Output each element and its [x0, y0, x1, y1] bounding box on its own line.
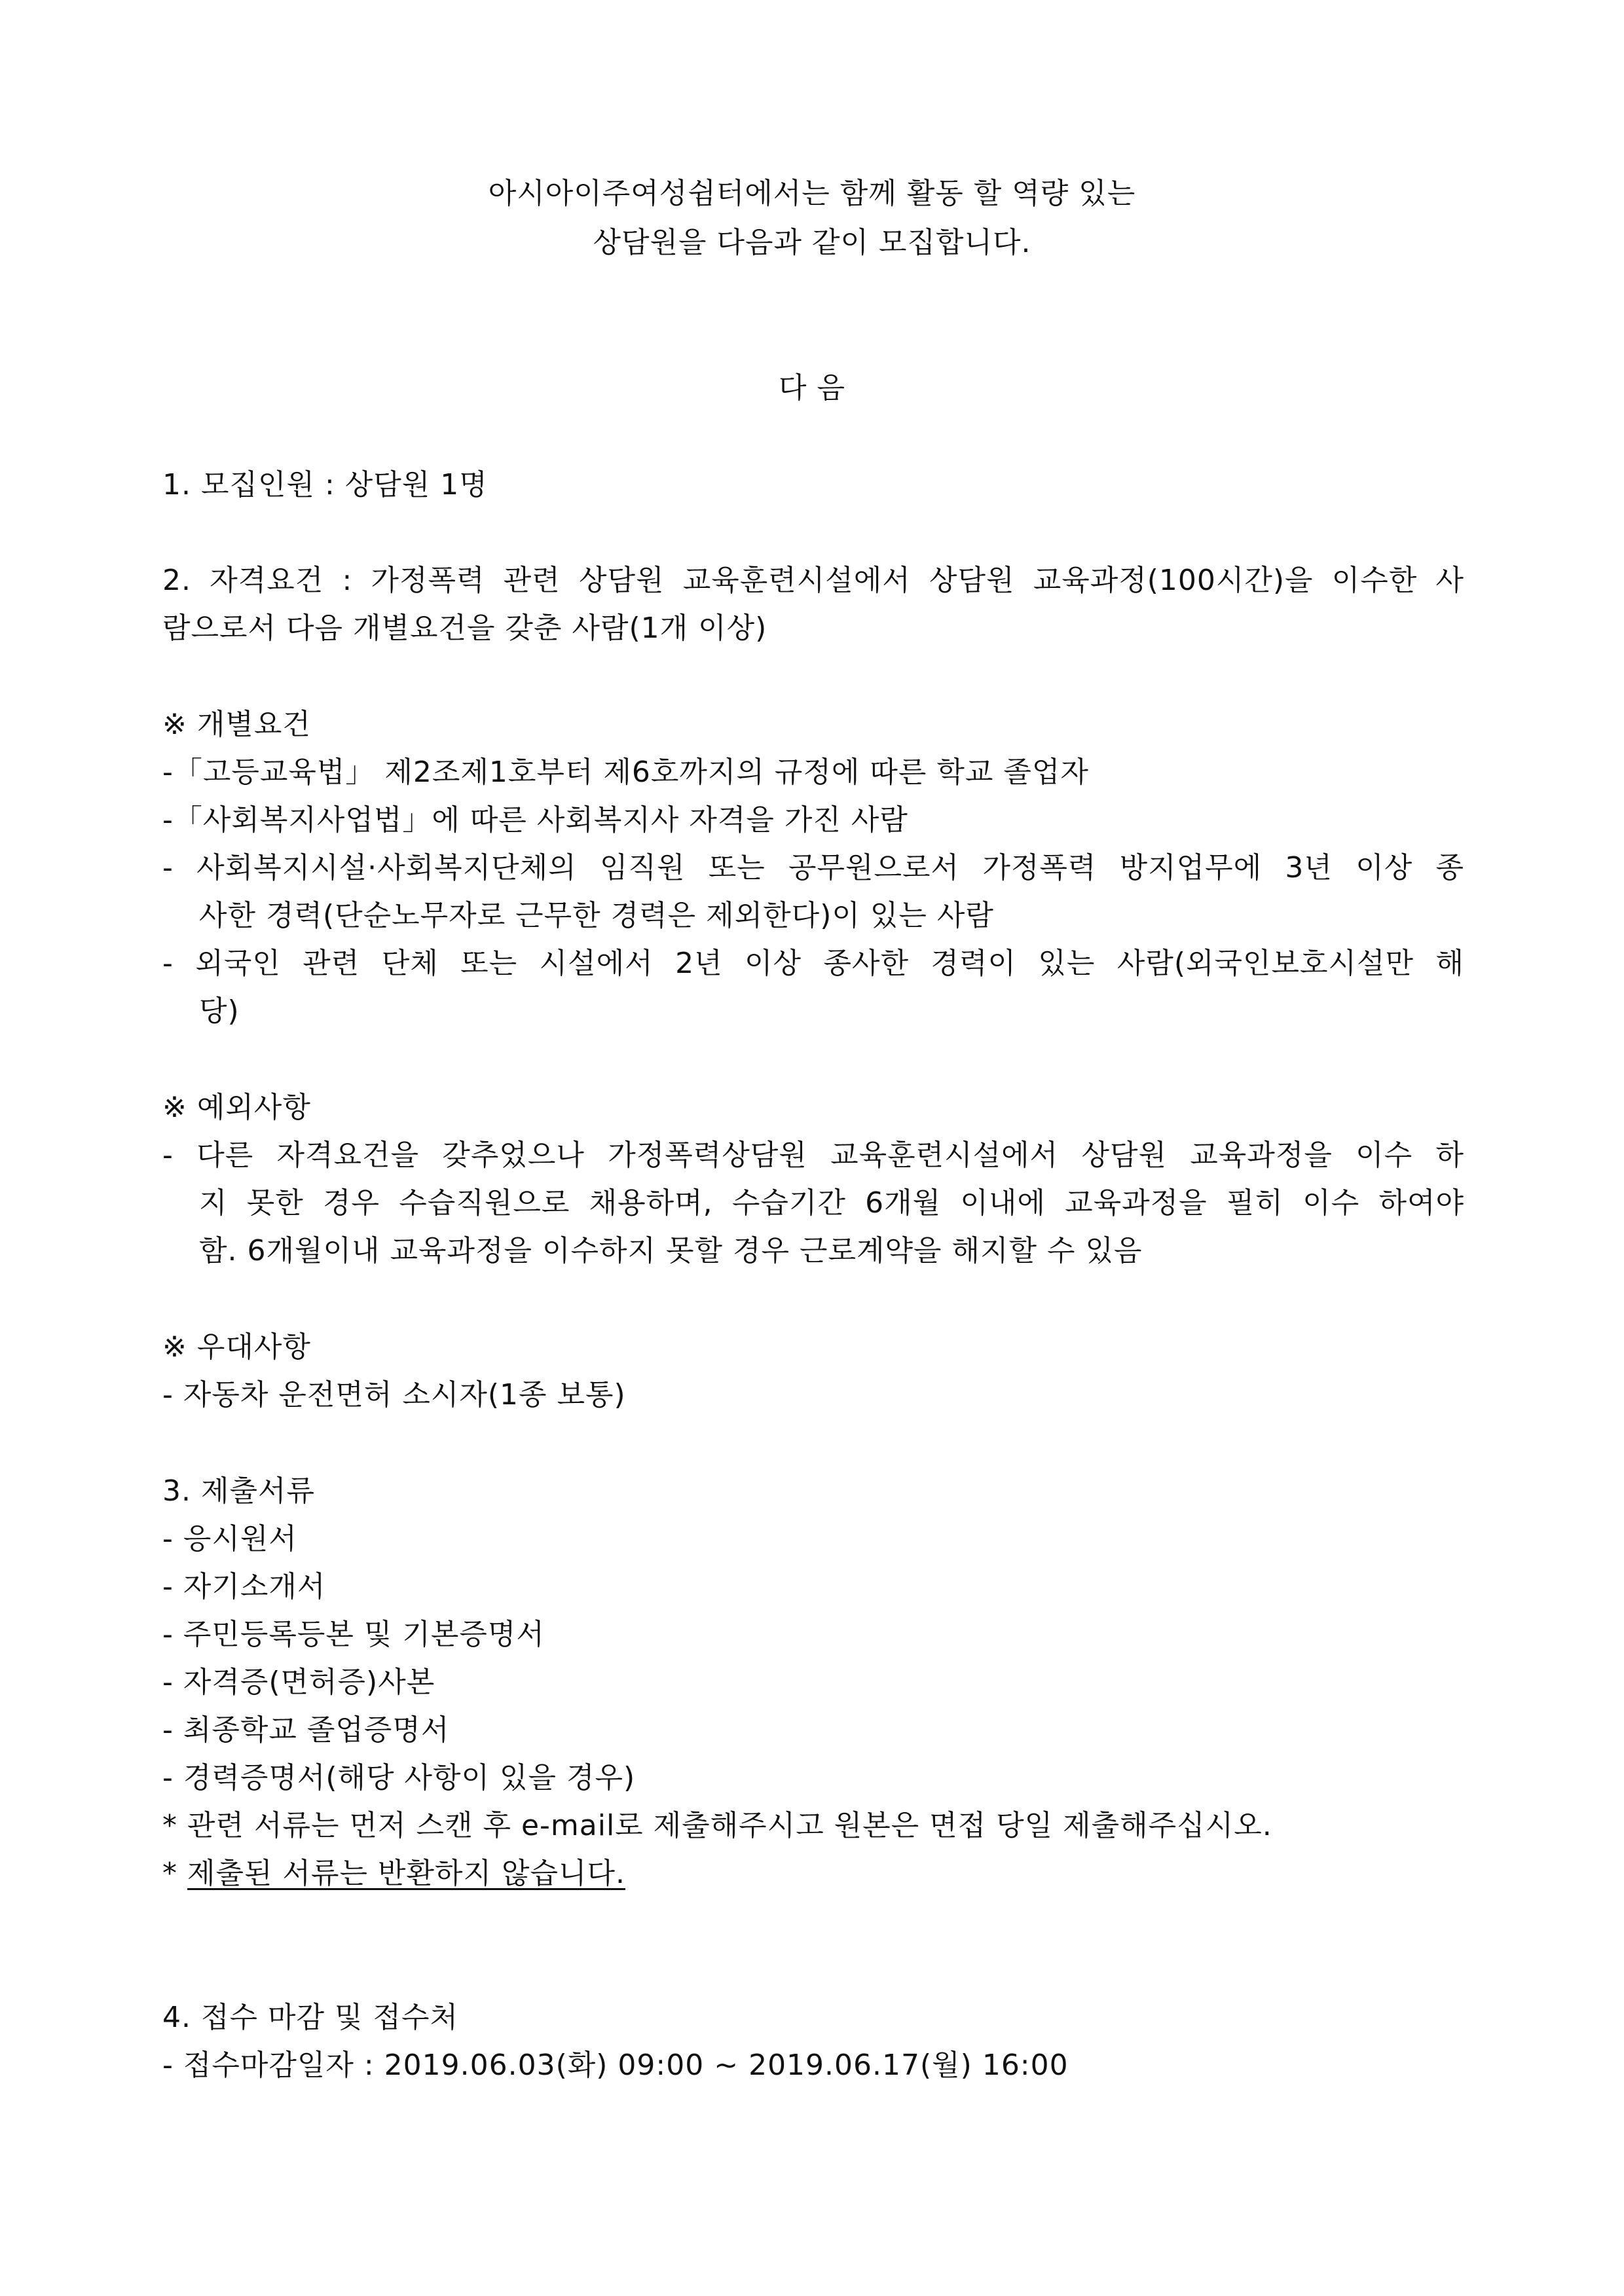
individual-item-3-line-1: - 사회복지시설·사회복지단체의 임직원 또는 공무원으로서 가정폭력 방지업무에 3년 이상 종: [162, 851, 1464, 884]
individual-requirements-title: ※ 개별요건: [162, 708, 311, 741]
document-item: - 주민등록등본 및 기본증명서: [162, 1618, 545, 1651]
intro-line-2: 상담원을 다음과 같이 모집합니다.: [593, 226, 1031, 259]
section-2-line-1: 2. 자격요건 : 가정폭력 관련 상담원 교육훈련시설에서 상담원 교육과정(100시간)을 이수한 사: [162, 564, 1464, 597]
document-item: - 자격증(면허증)사본: [162, 1666, 435, 1699]
exception-line-1: - 다른 자격요건을 갖추었으나 가정폭력상담원 교육훈련시설에서 상담원 교육과정을 이수 하: [162, 1139, 1464, 1172]
exception-title: ※ 예외사항: [162, 1091, 311, 1124]
individual-item-3-line-2: 사한 경력(단순노무자로 근무한 경력은 제외한다)이 있는 사람: [199, 899, 994, 932]
individual-item-4-line-1: - 외국인 관련 단체 또는 시설에서 2년 이상 종사한 경력이 있는 사람(외국인보호시설만 해: [162, 947, 1464, 980]
exception-line-2: 지 못한 경우 수습직원으로 채용하며, 수습기간 6개월 이내에 교육과정을 필히 이수 하여야: [199, 1186, 1464, 1220]
section-2-line-2: 람으로서 다음 개별요건을 갖춘 사람(1개 이상): [162, 611, 767, 645]
individual-item-2: -「사회복지사업법」에 따른 사회복지사 자격을 가진 사람: [162, 803, 908, 837]
heading: 다 음: [779, 371, 845, 405]
document-item: - 최종학교 졸업증명서: [162, 1713, 450, 1747]
section-1-recruitment-count: 1. 모집인원 : 상담원 1명: [162, 468, 488, 501]
exception-line-3: 함. 6개월이내 교육과정을 이수하지 못할 경우 근로계약을 해지할 수 있음: [199, 1234, 1143, 1267]
document-item: - 자기소개서: [162, 1570, 326, 1603]
deadline-item: - 접수마감일자 : 2019.06.03(화) 09:00 ~ 2019.06.17(월) 16:00: [162, 2049, 1069, 2082]
preference-item-1: - 자동차 운전면허 소시자(1종 보통): [162, 1378, 626, 1412]
submission-note-2: [162, 1854, 625, 1893]
section-4-title: 4. 접수 마감 및 접수처: [162, 2001, 458, 2034]
submission-note-1: * 관련 서류는 먼저 스캔 후 e-mail로 제출해주시고 원본은 면접 당일 제출해주십시오.: [162, 1809, 1272, 1842]
section-3-title: 3. 제출서류: [162, 1474, 315, 1508]
intro-line-1: 아시아이주여성쉼터에서는 함께 활동 할 역량 있는: [488, 177, 1136, 210]
document-item: - 응시원서: [162, 1522, 297, 1556]
preference-title: ※ 우대사항: [162, 1330, 311, 1364]
submission-note-2-prefix: *: [162, 1857, 187, 1890]
individual-item-4-line-2: 당): [199, 994, 240, 1028]
document-item: - 경력증명서(해당 사항이 있을 경우): [162, 1761, 636, 1795]
individual-item-1: -「고등교육법」 제2조제1호부터 제6호까지의 규정에 따른 학교 졸업자: [162, 756, 1089, 789]
submission-note-2-text: 제출된 서류는 반환하지 않습니다.: [187, 1857, 625, 1890]
